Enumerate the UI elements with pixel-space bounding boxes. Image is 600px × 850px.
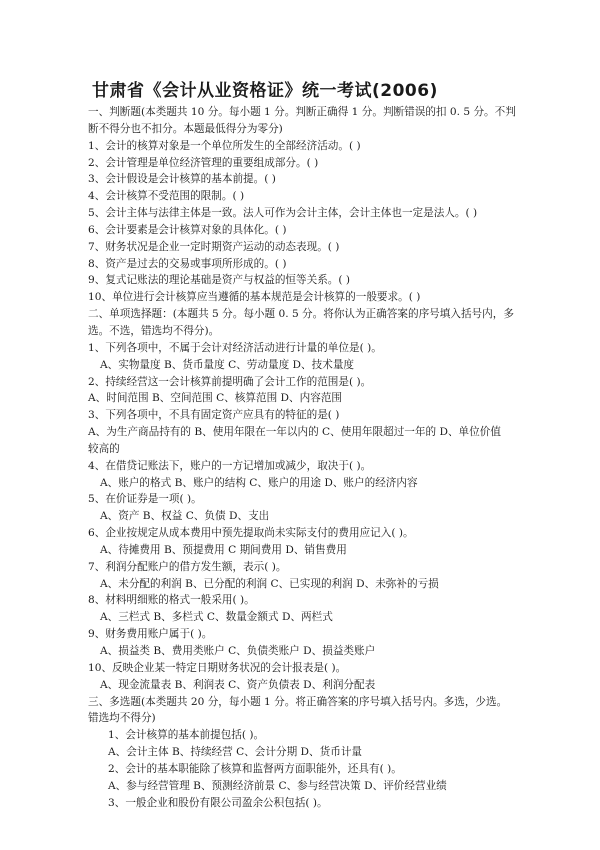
text-line: 2、会计的基本职能除了核算和监督两方面职能外，还具有( )。	[108, 762, 402, 775]
text-line: A、未分配的利润 B、已分配的利润 C、已实现的利润 D、未弥补的亏损	[100, 577, 439, 590]
text-line: A、时间范围 B、空间范围 C、核算范围 D、内容范围	[88, 392, 343, 405]
text-line: 1、下列各项中，不属于会计对经济活动进行计量的单位是( )。	[88, 341, 382, 354]
text-line: 2、会计管理是单位经济管理的重要组成部分。( )	[88, 156, 319, 169]
text-line: 8、资产是过去的交易或事项所形成的。( )	[88, 257, 287, 270]
text-line: 6、会计要素是会计核算对象的具体化。( )	[88, 223, 287, 236]
text-line: 二、单项选择题：(本题共 5 分。每小题 0. 5 分。将你认为正确答案的序号填入括号内，多	[88, 308, 514, 321]
text-line: 4、在借贷记账法下，账户的一方记增加或减少，取决于( )。	[88, 459, 372, 472]
text-line: 3、下列各项中，不具有固定资产应具有的特征的是( )	[88, 409, 340, 422]
text-line: 1、会计的核算对象是一个单位所发生的全部经济活动。( )	[88, 139, 361, 152]
exam-text-body	[88, 104, 528, 811]
text-line: A、三栏式 B、多栏式 C、数量金额式 D、两栏式	[100, 611, 333, 624]
text-line: 2、持续经营这一会计核算前提明确了会计工作的范围是( )。	[88, 375, 372, 388]
page-title: 甘肃省《会计从业资格证》统一考试(2006)	[92, 81, 438, 101]
text-line: 3、会计假设是会计核算的基本前提。( )	[88, 173, 276, 186]
text-line: 1、会计核算的基本前提包括( )。	[108, 729, 265, 742]
text-line: 三、多选题(本类题共 20 分，每小题 1 分。将正确答案的序号填入括号内。多选，少选。	[88, 695, 508, 708]
text-line: A、损益类 B、费用类账户 C、负债类账户 D、损益类账户	[100, 645, 376, 657]
text-line: A、为生产商品持有的 B、使用年限在一年以内的 C、使用年限超过一年的 D、单位价值	[88, 426, 501, 439]
text-line: 6、企业按规定从成本费用中预先提取尚未实际支付的费用应记入( )。	[88, 527, 414, 540]
text-line: 5、会计主体与法律主体是一致。法人可作为会计主体，会计主体也一定是法人。( )	[88, 207, 478, 220]
text-line: 9、财务费用账户属于( )。	[88, 628, 213, 641]
text-line: A、资产 B、权益 C、负债 D、支出	[100, 510, 270, 523]
text-line: 7、利润分配账户的借方发生额，表示( )。	[88, 560, 287, 573]
text-line: 选。不选，错选均不得分)。	[88, 324, 220, 337]
text-line: 断不得分也不扣分。本题最低得分为零分)	[88, 122, 283, 135]
text-line: 10、单位进行会计核算应当遵循的基本规范是会计核算的一般要求。( )	[88, 291, 421, 304]
text-line: A、实物量度 B、货币量度 C、劳动量度 D、技术量度	[100, 358, 355, 371]
text-line: 错选均不得分)	[88, 712, 156, 725]
text-line: 8、材料明细账的格式一般采用( )。	[88, 594, 255, 607]
text-line: 一、判断题(本类题共 10 分。每小题 1 分。判断正确得 1 分。判断错误的扣 0. 5 分。不判	[88, 106, 516, 118]
text-line: 9、复式记账法的理论基础是资产与权益的恒等关系。( )	[88, 274, 351, 287]
text-line: A、现金流量表 B、利润表 C、资产负债表 D、利润分配表	[100, 678, 376, 691]
text-line: 较高的	[88, 442, 120, 455]
text-line: 5、在价证券是一项( )。	[88, 493, 202, 506]
text-line: 7、财务状况是企业一定时期资产运动的动态表现。( )	[88, 240, 340, 253]
text-line: 4、会计核算不受范围的限制。( )	[88, 190, 245, 203]
text-line: A、参与经营管理 B、预测经济前景 C、参与经营决策 D、评价经营业绩	[108, 779, 447, 792]
text-line: 3、一般企业和股份有限公司盈余公积包括( )。	[108, 796, 328, 809]
text-line: A、会计主体 B、持续经营 C、会计分期 D、货币计量	[108, 746, 363, 759]
text-line: 10、反映企业某一特定日期财务状况的会计报表是( )。	[88, 661, 347, 674]
text-line: A、待摊费用 B、预提费用 C 期间费用 D、销售费用	[100, 543, 347, 556]
text-line: A、账户的格式 B、账户的结构 C、账户的用途 D、账户的经济内容	[100, 476, 418, 489]
